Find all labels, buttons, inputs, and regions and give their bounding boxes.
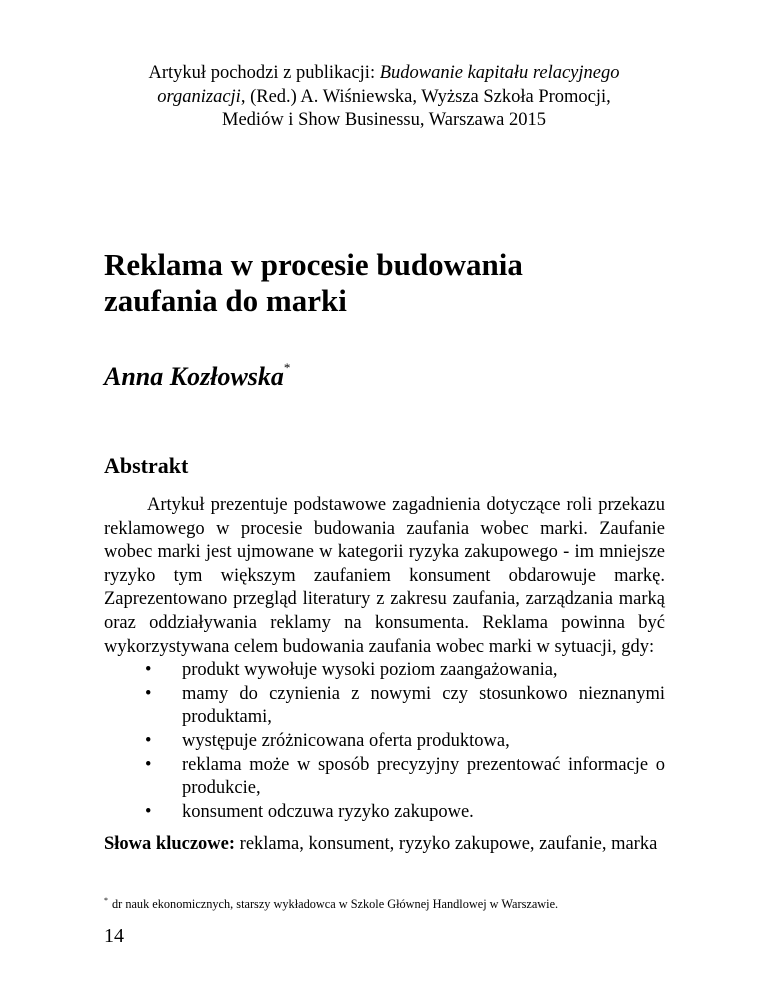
list-item: • mamy do czynienia z nowymi czy stosunkowo nieznanymi produktami, [145,683,665,728]
source-line-1: Artykuł pochodzi z publikacji: Budowanie kapitału relacyjnego [148,63,620,83]
abstract-bullet-list [104,659,665,824]
abstract-heading: Abstrakt [104,453,189,478]
abstract-body [104,494,665,824]
title-line-1: Reklama w procesie budowania [104,247,523,282]
author-footnote-mark: * [283,360,291,375]
keywords [104,833,665,857]
author-name: Anna Kozłowska [104,362,284,391]
bullet-icon: • [145,754,152,775]
abstract-paragraph: Artykuł prezentuje podstawowe zagadnienia dotyczące roli przekazu reklamowego w procesie budowania zaufania wobec marki. Zaufanie wobec marki jest ujmowane w kategorii ryzyka zakupowego - im mniejsze ryzyko tym większym zaufaniem konsument obdarowuje markę. Zaprezentowano przegląd literatury z zakresu zaufania, zarządzania marką oraz oddziaływania reklamy na konsumenta. Reklama powinna być wykorzystywana celem budowania zaufania wobec marki w sytuacji, gdy: [104,495,665,657]
list-item: • reklama może w sposób precyzyjny prezentować informacje o produkcie, [145,754,665,799]
article-title [104,247,664,319]
footnote [104,893,665,912]
keywords-text: reklama, konsument, ryzyko zakupowe, zaufanie, marka [235,834,658,854]
bullet-icon: • [145,660,152,681]
publication-source-note [100,62,668,133]
list-item: • występuje zróżnicowana oferta produktowa, [104,730,665,754]
bullet-icon: • [145,801,152,822]
page-number: 14 [104,925,124,947]
book-title-part-2: organizacji [157,86,241,107]
bullet-icon: • [145,730,152,751]
title-line-2: zaufania do marki [104,283,347,318]
list-item: • konsument odczuwa ryzyko zakupowe. [104,801,665,825]
source-line-3: Mediów i Show Businessu, Warszawa 2015 [222,110,546,130]
bullet-icon: • [145,683,152,704]
footnote-text: dr nauk ekonomicznych, starszy wykładowca w Szkole Głównej Handlowej w Warszawie. [112,897,559,911]
source-line-2: organizacji, (Red.) A. Wiśniewska, Wyższa Szkoła Promocji, [157,86,611,107]
book-title-part-1: Budowanie kapitału relacyjnego [379,63,620,83]
keywords-label: Słowa kluczowe: [104,834,236,854]
list-item: • produkt wywołuje wysoki poziom zaangażowania, [104,659,665,683]
footnote-mark: * [104,896,108,905]
article-author [104,353,290,392]
